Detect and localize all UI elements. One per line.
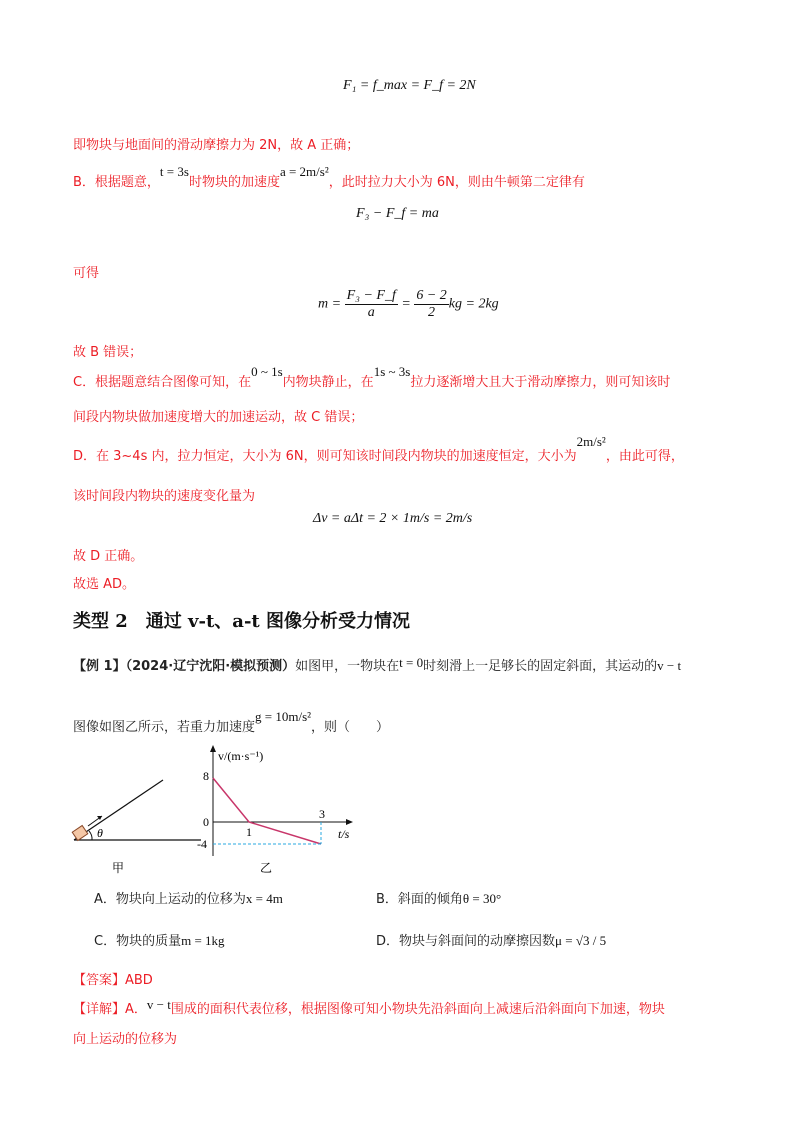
option-math: θ = 30° xyxy=(462,891,502,906)
math-inline: t = 3s xyxy=(159,164,189,179)
option-math: μ = √3 / 5 xyxy=(555,933,607,948)
x-axis-label: t/s xyxy=(338,827,350,841)
solution-line-c xyxy=(73,364,671,390)
text: B．根据题意， xyxy=(73,175,160,190)
math-inline: 2m/s² xyxy=(576,434,606,449)
angle-label: θ xyxy=(97,826,103,840)
solution-b-wrong: 故 B 错误； xyxy=(73,345,143,360)
text: 内物块静止，在 xyxy=(282,375,374,390)
math-inline: 1s ~ 3s xyxy=(373,364,411,379)
solution-line-d xyxy=(73,434,684,464)
denominator: a xyxy=(367,305,375,320)
example-source: （2024·辽宁沈阳·模拟预测） xyxy=(125,659,296,674)
example-figure xyxy=(60,740,360,880)
math-inline: t = 0 xyxy=(399,655,424,670)
math-inline: g = 10m/s² xyxy=(255,709,312,724)
section-heading: 类型 2 通过 v-t、a-t 图像分析受力情况 xyxy=(73,611,411,632)
equation-mass xyxy=(318,288,499,321)
math-inline: a = 2m/s² xyxy=(279,164,329,179)
text: ，由此可得， xyxy=(605,449,684,464)
fraction xyxy=(414,288,448,321)
option-math: x = 4m xyxy=(245,891,283,906)
option-label: D．物块与斜面间的动摩擦因数 xyxy=(376,934,556,949)
math: m = xyxy=(318,296,342,312)
text: 拉力逐渐增大且大于滑动摩擦力，则可知该时 xyxy=(410,375,671,390)
numerator: F₃ − F_f xyxy=(346,288,396,303)
text: ，此时拉力大小为 6N，则由牛顿第二定律有 xyxy=(328,175,585,190)
incline-line xyxy=(74,780,163,840)
text: 【详解】A． xyxy=(73,1002,147,1017)
numerator: 6 − 2 xyxy=(416,288,447,303)
math: = xyxy=(401,296,411,312)
math-inline: v − t xyxy=(146,997,171,1012)
equation-delta-v: Δv = aΔt = 2 × 1m/s = 2m/s xyxy=(313,511,473,526)
text: ，则（ ） xyxy=(311,720,390,735)
text-kede: 可得 xyxy=(73,266,100,281)
y-tick-label: 0 xyxy=(203,815,209,829)
text: 时物块的加速度 xyxy=(188,175,280,190)
text: C．根据题意结合图像可知，在 xyxy=(73,375,252,390)
denominator: 2 xyxy=(428,305,436,320)
solution-d-right: 故 D 正确。 xyxy=(73,549,144,564)
option-b[interactable] xyxy=(376,888,501,907)
solution-line-c-cont: 间段内物块做加速度增大的加速运动，故 C 错误； xyxy=(73,410,364,425)
vt-graph xyxy=(197,745,353,875)
math-inline: v − t xyxy=(657,658,682,673)
option-label: C．物块的质量 xyxy=(94,934,182,949)
option-a[interactable] xyxy=(94,888,283,907)
incline-diagram xyxy=(72,780,201,875)
y-axis-label: v/(m·s⁻¹) xyxy=(218,749,264,763)
block xyxy=(72,825,88,840)
math-inline: 0 ~ 1s xyxy=(251,364,283,379)
text: 围成的面积代表位移，根据图像可知小物块先沿斜面向上减速后沿斜面向下加速，物块 xyxy=(170,1002,665,1017)
x-tick-label: 1 xyxy=(246,825,252,839)
solution-line-a: 即物块与地面间的滑动摩擦力为 2N，故 A 正确； xyxy=(73,138,360,153)
velocity-line xyxy=(213,778,321,844)
option-math: m = 1kg xyxy=(181,933,225,948)
option-label: B．斜面的倾角 xyxy=(376,892,463,907)
caption-yi: 乙 xyxy=(260,861,273,875)
option-d[interactable] xyxy=(376,930,606,949)
caption-jia: 甲 xyxy=(112,861,125,875)
solution-line-d-cont: 该时间段内物块的速度变化量为 xyxy=(73,489,256,504)
text: 图像如图乙所示，若重力加速度 xyxy=(73,720,256,735)
detail-line-1 xyxy=(73,998,665,1017)
final-choice: 故选 AD。 xyxy=(73,577,136,592)
text: D．在 3~4s 内，拉力恒定，大小为 6N，则可知该时间段内物块的加速度恒定，大小为 xyxy=(73,449,577,464)
y-tick-label: -4 xyxy=(197,837,207,851)
example-line-1 xyxy=(73,655,681,674)
option-label: A．物块向上运动的位移为 xyxy=(94,892,246,907)
detail-line-2: 向上运动的位移为 xyxy=(73,1032,178,1047)
math: kg = 2kg xyxy=(448,296,499,312)
text: 时刻滑上一足够长的固定斜面，其运动的 xyxy=(423,659,658,674)
example-tag: 【例 1】 xyxy=(73,659,126,674)
text: 如图甲，一物块在 xyxy=(295,659,400,674)
equation-friction: F₁ = f_max = F_f = 2N xyxy=(343,78,476,93)
equation-newton: F₃ − F_f = ma xyxy=(356,206,439,221)
example-line-2 xyxy=(73,709,390,735)
answer: 【答案】ABD xyxy=(73,973,153,988)
y-tick-label: 8 xyxy=(203,769,209,783)
solution-line-b xyxy=(73,164,585,190)
x-tick-label: 3 xyxy=(319,807,325,821)
fraction xyxy=(345,288,398,321)
option-c[interactable] xyxy=(94,930,225,949)
